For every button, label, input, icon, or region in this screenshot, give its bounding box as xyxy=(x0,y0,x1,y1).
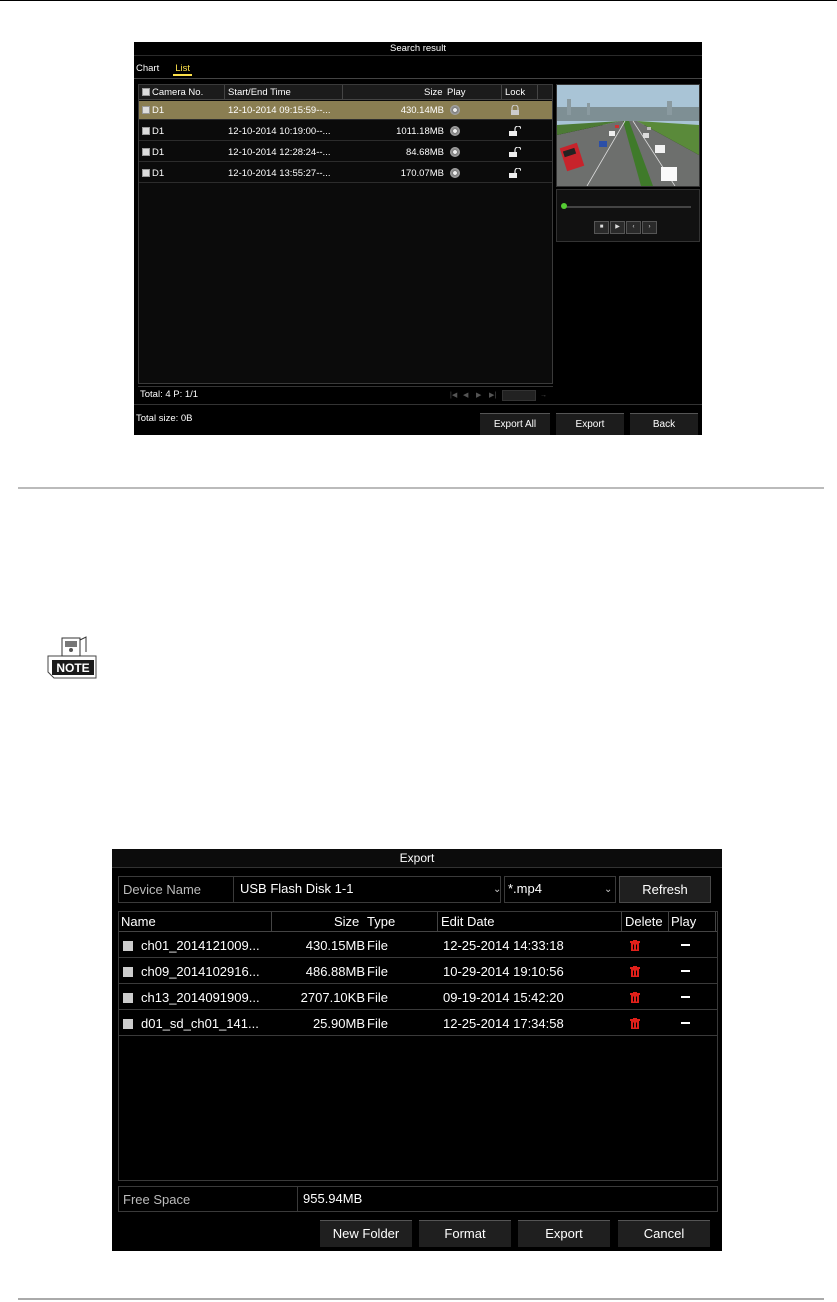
table-row[interactable] xyxy=(139,122,552,141)
row-size: 84.68MB xyxy=(405,147,444,158)
next-page-icon[interactable]: ▶ xyxy=(476,392,482,399)
file-list xyxy=(118,911,718,1181)
view-tabs xyxy=(136,62,192,76)
row-edit-date: 12-25-2014 17:34:58 xyxy=(443,1016,564,1031)
tab-divider xyxy=(134,78,702,79)
file-icon xyxy=(123,967,133,977)
row-name: ch01_2014121009... xyxy=(123,933,260,958)
col-lock[interactable]: Lock xyxy=(505,87,526,98)
col-delete[interactable]: Delete xyxy=(625,914,663,929)
col-name[interactable]: Name xyxy=(121,914,156,929)
row-edit-date: 10-29-2014 19:10:56 xyxy=(443,964,564,979)
list-header xyxy=(139,85,552,100)
row-time: 12-10-2014 10:19:00--... xyxy=(228,126,331,137)
col-play[interactable]: Play xyxy=(447,87,466,98)
device-name-dropdown[interactable]: USB Flash Disk 1-1 xyxy=(240,881,354,896)
pager-text: Total: 4 P: 1/1 xyxy=(140,389,199,400)
record-list xyxy=(138,84,553,384)
export-all-button[interactable]: Export All xyxy=(480,413,550,435)
device-name-label: Device Name xyxy=(123,882,202,897)
note-icon xyxy=(46,634,100,682)
row-camera[interactable]: D1 xyxy=(142,122,164,141)
row-edit-date: 12-25-2014 14:33:18 xyxy=(443,938,564,953)
tab-list[interactable]: List xyxy=(175,63,191,74)
highway-thumbnail xyxy=(557,85,699,186)
play-icon[interactable] xyxy=(450,105,460,115)
table-row[interactable] xyxy=(119,985,717,1010)
refresh-button[interactable]: Refresh xyxy=(619,876,711,903)
export-button[interactable]: Export xyxy=(556,413,624,435)
row-time: 12-10-2014 12:28:24--... xyxy=(228,147,331,158)
trash-icon[interactable] xyxy=(630,1018,640,1029)
row-size: 1011.18MB xyxy=(396,126,444,137)
page-input[interactable] xyxy=(502,390,536,401)
table-row[interactable] xyxy=(139,143,552,162)
row-checkbox[interactable] xyxy=(142,127,150,135)
row-checkbox[interactable] xyxy=(142,169,150,177)
row-size: 486.88MB xyxy=(305,964,365,979)
file-icon xyxy=(123,993,133,1003)
last-page-icon[interactable]: ▶| xyxy=(489,392,497,399)
search-result-window xyxy=(134,42,702,435)
section-rule xyxy=(18,487,824,489)
device-selector xyxy=(118,876,501,903)
play-icon[interactable] xyxy=(450,168,460,178)
file-icon xyxy=(123,1019,133,1029)
window-title: Search result xyxy=(134,42,702,56)
format-button[interactable]: Format xyxy=(419,1220,511,1247)
go-page-icon[interactable]: → xyxy=(540,392,547,399)
play-dash-icon[interactable] xyxy=(681,959,690,984)
free-space-value: 955.94MB xyxy=(303,1191,363,1206)
select-all-checkbox[interactable] xyxy=(142,88,150,96)
row-time: 12-10-2014 13:55:27--... xyxy=(228,168,331,179)
row-type: File xyxy=(367,990,388,1005)
play-dash-icon[interactable] xyxy=(681,933,690,958)
next-frame-icon[interactable]: › xyxy=(642,221,657,234)
play-dash-icon[interactable] xyxy=(681,985,690,1010)
stop-icon[interactable]: ■ xyxy=(594,221,609,234)
lock-icon[interactable] xyxy=(509,105,521,115)
back-button[interactable]: Back xyxy=(630,413,698,435)
row-size: 170.07MB xyxy=(400,168,444,179)
prev-page-icon[interactable]: ◀ xyxy=(463,392,469,399)
row-size: 25.90MB xyxy=(312,1016,365,1031)
file-type-value[interactable]: *.mp4 xyxy=(508,881,542,896)
playback-buttons xyxy=(594,221,657,234)
file-icon xyxy=(123,941,133,951)
row-camera[interactable]: D1 xyxy=(142,143,164,162)
file-type-filter[interactable] xyxy=(504,876,616,903)
total-size: Total size: 0B xyxy=(136,413,193,424)
trash-icon[interactable] xyxy=(630,992,640,1003)
section-rule xyxy=(18,1298,824,1300)
unlock-icon[interactable] xyxy=(509,126,521,136)
seek-handle[interactable] xyxy=(561,203,567,209)
export-title: Export xyxy=(112,849,722,868)
row-checkbox[interactable] xyxy=(142,106,150,114)
row-type: File xyxy=(367,1016,388,1031)
col-time[interactable]: Start/End Time xyxy=(228,87,291,98)
col-camera[interactable]: Camera No. xyxy=(142,85,203,100)
row-size: 2707.10KB xyxy=(300,990,365,1005)
row-type: File xyxy=(367,938,388,953)
row-size: 430.14MB xyxy=(400,105,444,116)
table-row[interactable] xyxy=(139,164,552,183)
row-edit-date: 09-19-2014 15:42:20 xyxy=(443,990,564,1005)
pager xyxy=(138,386,553,402)
row-checkbox[interactable] xyxy=(142,148,150,156)
cancel-button[interactable]: Cancel xyxy=(618,1220,710,1247)
col-size[interactable]: Size xyxy=(334,914,360,929)
search-footer xyxy=(134,404,702,435)
play-dash-icon[interactable] xyxy=(681,1011,690,1036)
row-name: ch09_2014102916... xyxy=(123,959,260,984)
trash-icon[interactable] xyxy=(630,966,640,977)
row-camera[interactable]: D1 xyxy=(142,101,164,120)
col-type[interactable]: Type xyxy=(367,914,396,929)
table-row[interactable] xyxy=(119,1011,717,1036)
table-row[interactable] xyxy=(139,101,552,120)
new-folder-button[interactable]: New Folder xyxy=(320,1220,412,1247)
free-space-label: Free Space xyxy=(123,1192,191,1207)
prev-frame-icon[interactable]: ‹ xyxy=(626,221,641,234)
note-label: NOTE xyxy=(56,661,90,675)
unlock-icon[interactable] xyxy=(509,168,521,178)
seek-bar[interactable] xyxy=(565,206,691,208)
row-name: ch13_2014091909... xyxy=(123,985,260,1010)
chevron-down-icon[interactable]: ⌄ xyxy=(493,884,502,895)
table-row[interactable] xyxy=(119,959,717,984)
export-button[interactable]: Export xyxy=(518,1220,610,1247)
row-camera[interactable]: D1 xyxy=(142,164,164,183)
export-window xyxy=(112,849,722,1251)
playback-controls xyxy=(556,189,700,242)
trash-icon[interactable] xyxy=(630,940,640,951)
col-play[interactable]: Play xyxy=(671,914,697,929)
play-icon[interactable] xyxy=(450,126,460,136)
play-icon[interactable] xyxy=(450,147,460,157)
col-edit-date[interactable]: Edit Date xyxy=(441,914,495,929)
col-size[interactable]: Size xyxy=(424,87,443,98)
file-list-header xyxy=(119,912,717,932)
tab-chart[interactable]: Chart xyxy=(136,63,160,74)
play-icon[interactable]: ▶ xyxy=(610,221,625,234)
pager-controls xyxy=(450,390,549,401)
row-time: 12-10-2014 09:15:59--... xyxy=(228,105,331,116)
unlock-icon[interactable] xyxy=(509,147,521,157)
row-size: 430.15MB xyxy=(305,938,365,953)
top-rule xyxy=(0,0,837,1)
row-name: d01_sd_ch01_141... xyxy=(123,1011,259,1036)
video-preview xyxy=(556,84,700,187)
row-type: File xyxy=(367,964,388,979)
table-row[interactable] xyxy=(119,933,717,958)
first-page-icon[interactable]: |◀ xyxy=(450,392,458,399)
free-space xyxy=(118,1186,718,1212)
chevron-down-icon[interactable]: ⌄ xyxy=(604,884,613,895)
